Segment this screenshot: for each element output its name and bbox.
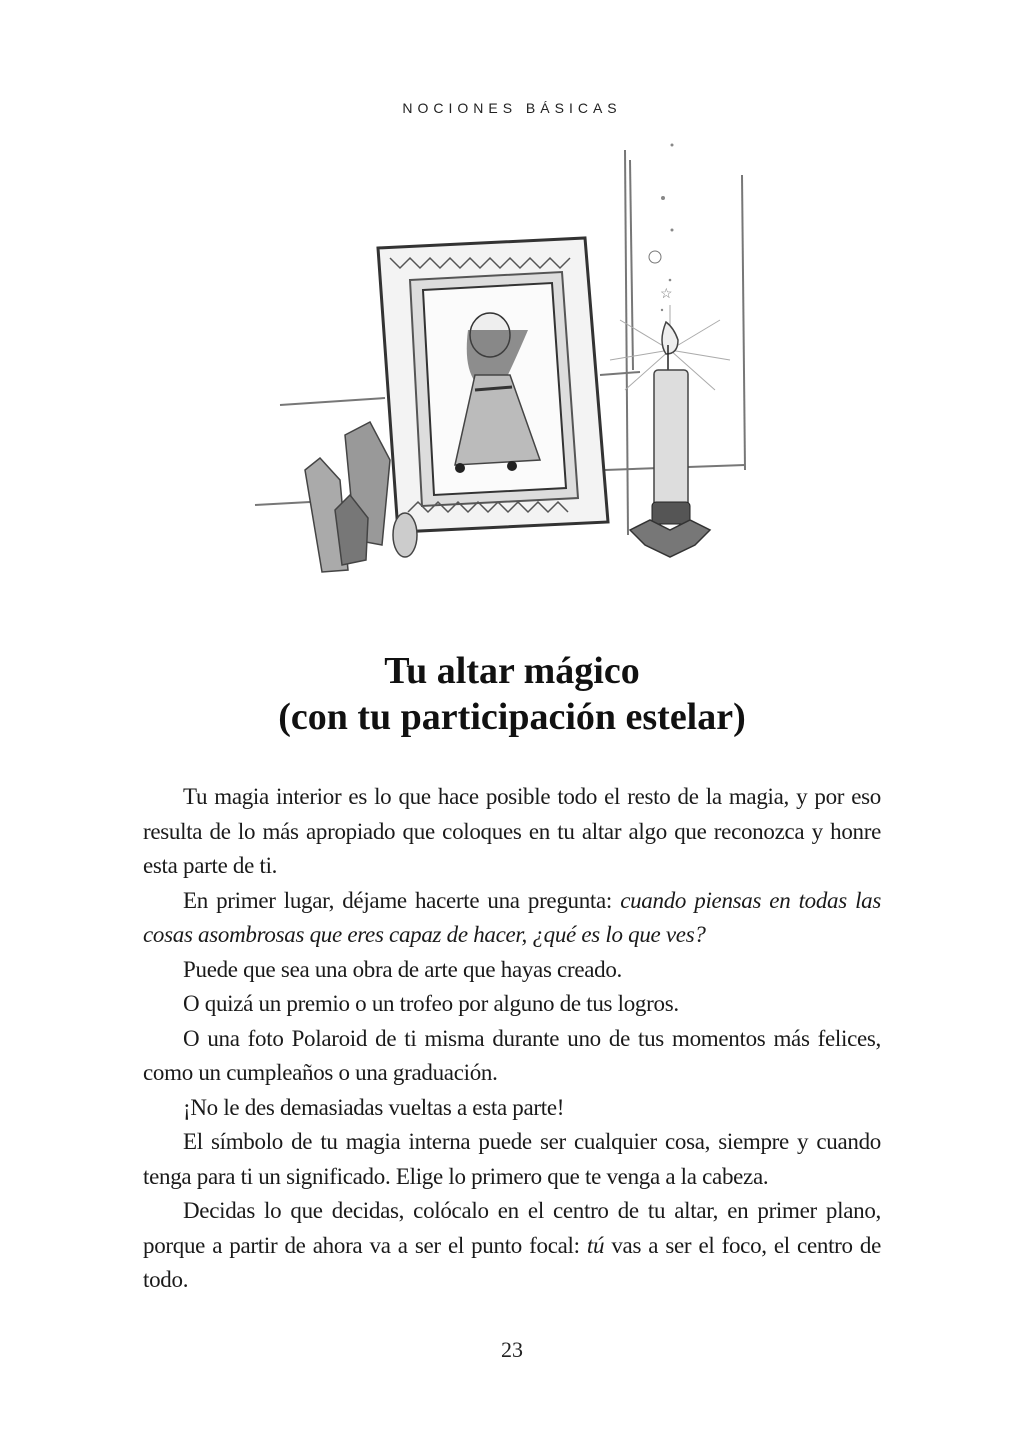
running-head: NOCIONES BÁSICAS xyxy=(402,100,622,116)
chapter-title-line1: Tu altar mágico xyxy=(384,650,640,692)
chapter-title xyxy=(0,648,1024,740)
paragraph: Tu magia interior es lo que hace posible todo el resto de la magia, y por eso resulta de lo más apropiado que coloques en tu altar algo que reconozca y honre esta parte de ti. xyxy=(143,784,881,878)
paragraph: El símbolo de tu magia interna puede ser cualquier cosa, siempre y cuando tenga para ti un significado. Elige lo primero que te venga a la cabeza. xyxy=(143,1129,881,1189)
italic-emphasis: tú xyxy=(586,1232,605,1258)
paragraph: En primer lugar, déjame hacerte una pregunta: cuando piensas en todas las cosas asombrosas que eres capaz de hacer, ¿qué es lo que ves? xyxy=(143,887,882,947)
sparkles-icon xyxy=(649,144,674,312)
svg-text:☆: ☆ xyxy=(660,287,673,302)
paragraph: ¡No le des demasiadas vueltas a esta parte! xyxy=(183,1094,565,1120)
altar-illustration xyxy=(250,140,770,600)
paragraph: Puede que sea una obra de arte que hayas creado. xyxy=(183,956,622,982)
paragraph: O una foto Polaroid de ti misma durante uno de tus momentos más felices, como un cumpleaños o una graduación. xyxy=(143,1025,881,1085)
paragraph: O quizá un premio o un trofeo por alguno de tus logros. xyxy=(183,991,679,1016)
chapter-title-line2: (con tu participación estelar) xyxy=(278,696,746,738)
page-number: 23 xyxy=(501,1337,523,1362)
paragraph: Decidas lo que decidas, colócalo en el centro de tu altar, en primer plano, porque a partir de ahora va a ser el punto focal: tú vas a ser el foco, el centro de todo. xyxy=(143,1198,882,1292)
italic-question: cuando piensas en todas las cosas asombrosas que eres capaz de hacer, ¿qué es lo que ves? xyxy=(143,887,882,947)
body-text xyxy=(143,780,881,1298)
